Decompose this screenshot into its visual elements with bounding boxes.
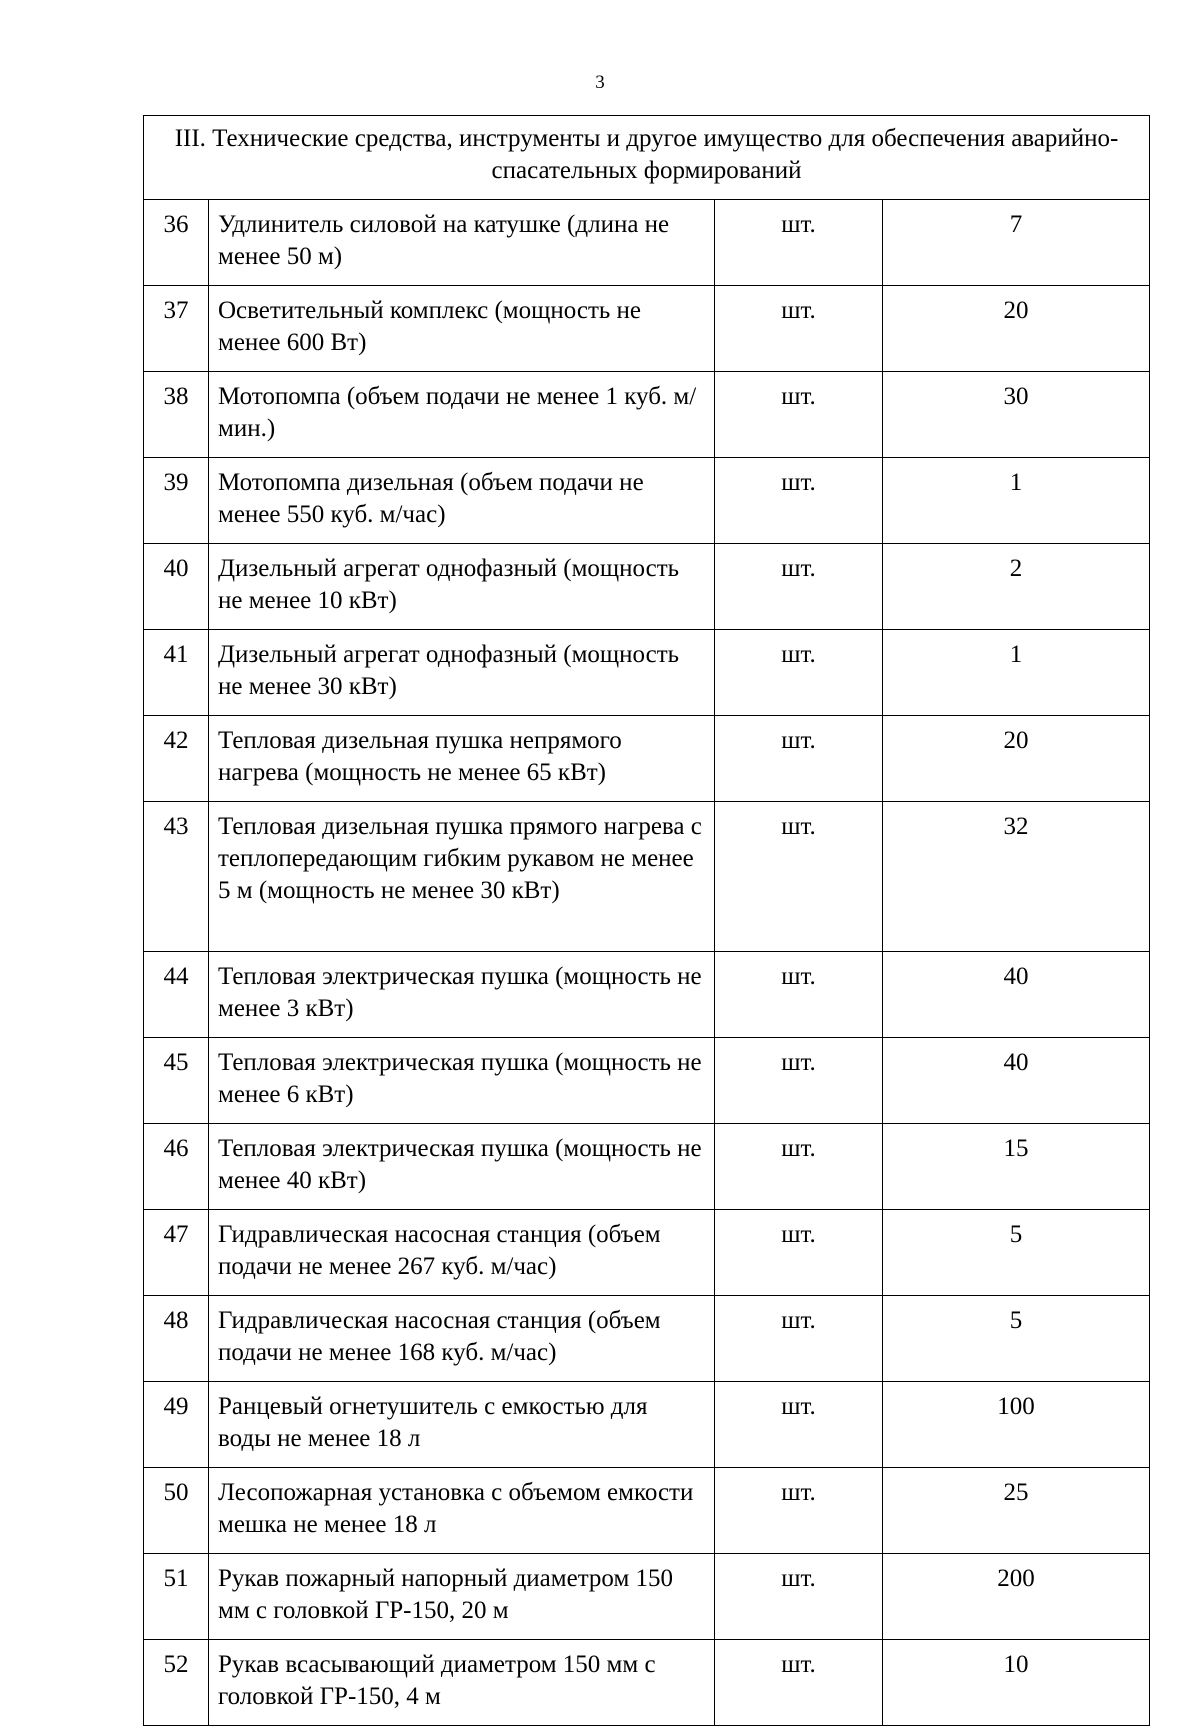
item-unit: шт.	[715, 1124, 883, 1210]
item-name: Мотопомпа дизельная (объем подачи не менее 550 куб. м/час)	[209, 458, 715, 544]
section-title: III. Технические средства, инструменты и другое имущество для обеспечения аварийно-спасательных формирований	[144, 116, 1150, 200]
row-number: 42	[144, 716, 209, 802]
item-unit: шт.	[715, 286, 883, 372]
table-row	[144, 544, 1150, 630]
item-name: Тепловая электрическая пушка (мощность не менее 6 кВт)	[209, 1038, 715, 1124]
item-quantity: 20	[883, 286, 1150, 372]
item-unit: шт.	[715, 1554, 883, 1640]
item-quantity: 100	[883, 1382, 1150, 1468]
item-name: Мотопомпа (объем подачи не менее 1 куб. м/мин.)	[209, 372, 715, 458]
item-name: Гидравлическая насосная станция (объем подачи не менее 168 куб. м/час)	[209, 1296, 715, 1382]
row-number: 48	[144, 1296, 209, 1382]
table-row	[144, 286, 1150, 372]
item-unit: шт.	[715, 802, 883, 952]
item-quantity: 7	[883, 200, 1150, 286]
item-quantity: 15	[883, 1124, 1150, 1210]
item-unit: шт.	[715, 1210, 883, 1296]
item-name: Тепловая электрическая пушка (мощность не менее 40 кВт)	[209, 1124, 715, 1210]
item-unit: шт.	[715, 1468, 883, 1554]
item-unit: шт.	[715, 458, 883, 544]
row-number: 49	[144, 1382, 209, 1468]
item-quantity: 1	[883, 458, 1150, 544]
equipment-table	[143, 115, 1150, 1726]
item-quantity: 5	[883, 1210, 1150, 1296]
item-name: Тепловая дизельная пушка прямого нагрева с теплопередающим гибким рукавом не менее 5 м (мощность не менее 30 кВт)	[209, 802, 715, 952]
table-row	[144, 802, 1150, 952]
item-name: Гидравлическая насосная станция (объем подачи не менее 267 куб. м/час)	[209, 1210, 715, 1296]
item-unit: шт.	[715, 200, 883, 286]
table-row	[144, 372, 1150, 458]
table-row	[144, 716, 1150, 802]
table-row	[144, 1038, 1150, 1124]
table-row	[144, 1382, 1150, 1468]
row-number: 52	[144, 1640, 209, 1726]
row-number: 43	[144, 802, 209, 952]
page-number: 3	[595, 72, 605, 93]
row-number: 50	[144, 1468, 209, 1554]
item-unit: шт.	[715, 1640, 883, 1726]
item-name: Рукав пожарный напорный диаметром 150 мм с головкой ГР-150, 20 м	[209, 1554, 715, 1640]
row-number: 51	[144, 1554, 209, 1640]
row-number: 46	[144, 1124, 209, 1210]
item-unit: шт.	[715, 1296, 883, 1382]
item-name: Дизельный агрегат однофазный (мощность не менее 30 кВт)	[209, 630, 715, 716]
item-quantity: 200	[883, 1554, 1150, 1640]
item-quantity: 30	[883, 372, 1150, 458]
item-quantity: 20	[883, 716, 1150, 802]
table-row	[144, 1210, 1150, 1296]
item-name: Тепловая электрическая пушка (мощность не менее 3 кВт)	[209, 952, 715, 1038]
row-number: 47	[144, 1210, 209, 1296]
item-quantity: 2	[883, 544, 1150, 630]
item-name: Рукав всасывающий диаметром 150 мм с головкой ГР-150, 4 м	[209, 1640, 715, 1726]
row-number: 37	[144, 286, 209, 372]
table-row	[144, 1296, 1150, 1382]
item-quantity: 32	[883, 802, 1150, 952]
item-name: Осветительный комплекс (мощность не менее 600 Вт)	[209, 286, 715, 372]
table-row	[144, 1554, 1150, 1640]
item-unit: шт.	[715, 1038, 883, 1124]
item-name: Дизельный агрегат однофазный (мощность не менее 10 кВт)	[209, 544, 715, 630]
table-row	[144, 200, 1150, 286]
row-number: 38	[144, 372, 209, 458]
table-row	[144, 458, 1150, 544]
item-quantity: 40	[883, 952, 1150, 1038]
item-name: Ранцевый огнетушитель с емкостью для воды не менее 18 л	[209, 1382, 715, 1468]
item-name: Удлинитель силовой на катушке (длина не менее 50 м)	[209, 200, 715, 286]
row-number: 36	[144, 200, 209, 286]
table-row	[144, 1468, 1150, 1554]
item-name: Тепловая дизельная пушка непрямого нагрева (мощность не менее 65 кВт)	[209, 716, 715, 802]
table-row	[144, 1124, 1150, 1210]
item-name: Лесопожарная установка с объемом емкости мешка не менее 18 л	[209, 1468, 715, 1554]
item-quantity: 40	[883, 1038, 1150, 1124]
item-unit: шт.	[715, 372, 883, 458]
item-unit: шт.	[715, 716, 883, 802]
item-unit: шт.	[715, 544, 883, 630]
item-unit: шт.	[715, 952, 883, 1038]
table-row	[144, 952, 1150, 1038]
table-row	[144, 1640, 1150, 1726]
row-number: 39	[144, 458, 209, 544]
item-unit: шт.	[715, 1382, 883, 1468]
table-row	[144, 630, 1150, 716]
item-quantity: 1	[883, 630, 1150, 716]
row-number: 41	[144, 630, 209, 716]
row-number: 45	[144, 1038, 209, 1124]
section-header-row	[144, 116, 1150, 200]
item-quantity: 5	[883, 1296, 1150, 1382]
item-quantity: 25	[883, 1468, 1150, 1554]
item-unit: шт.	[715, 630, 883, 716]
item-quantity: 10	[883, 1640, 1150, 1726]
row-number: 44	[144, 952, 209, 1038]
row-number: 40	[144, 544, 209, 630]
